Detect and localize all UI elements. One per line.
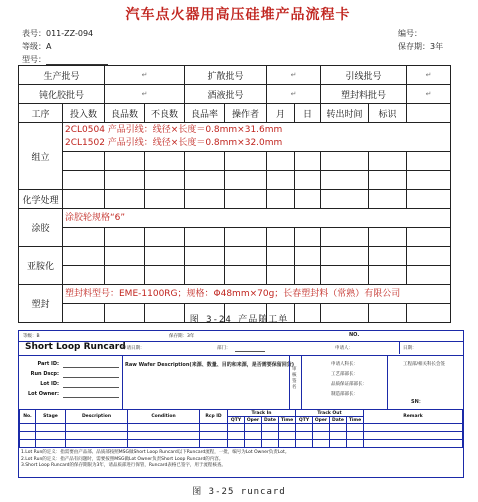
caption-3-25: 图 3-25 runcard [192,487,286,497]
form-number: 表号：011-ZZ-094 [22,29,94,38]
lot-owner-input[interactable] [63,397,119,398]
table-row [20,424,463,432]
run-dscp-input[interactable] [63,377,119,378]
runcard-notes [21,450,461,470]
batch-row-1 [19,66,451,85]
col-in-time: Time [279,417,296,424]
col-track-out: Track Out [296,410,364,417]
col-out-date: Date [330,417,347,424]
col-defect: 不良数 [145,104,185,123]
table-row [19,247,451,266]
col-rcp-id: Rcp ID [200,410,228,424]
molding-spec: 塑封料型号：EME-1100RG；规格：Φ48mm×70g；长春塑封料（常熟）有限公司 [63,285,451,304]
col-in-date: Date [262,417,279,424]
step-assembly: 组立 [19,123,63,190]
production-batch-value[interactable]: ↵ [105,66,185,85]
date-label: 日期： [403,346,417,351]
table-row [19,266,451,285]
runcard-no: NO. [349,332,360,338]
diffusion-batch-value[interactable]: ↵ [267,66,321,85]
approval-side-label: 审核签名 [292,367,297,390]
runcard-header-row [20,410,463,417]
retention-label: 保存期：3年 [398,42,444,51]
note-1: 1.Lot Run的定义：指需要由产品部、品质部按照MSG做Short Loop Runcard以下Runcard流程，一批，编号为Lot Owner负责Lot。 [21,450,290,455]
part-id-label: Part ID: [37,361,59,367]
serial-label: 编号： [398,29,422,38]
passivation-batch-label: 钝化胶批号 [19,85,105,104]
note-2: 2.Lot Run的定义：指产品有问题时，需要按照MSG做Lot Owner负责Short Loop Runcard的内容。 [21,456,224,462]
lot-id-label: Lot ID: [40,381,59,387]
batch-row-2 [19,85,451,104]
special-signoff: 工程部/相关科长会签 [403,362,446,367]
approval-1: 申请人科长： [331,362,358,367]
molding-batch-value[interactable]: ↵ [407,85,451,104]
col-track-in: Track In [228,410,296,417]
col-out-oper: Oper [313,417,330,424]
liquid-batch-value[interactable]: ↵ [267,85,321,104]
col-good: 良品数 [105,104,145,123]
runcard-title-bar [19,341,463,356]
lead-batch-label: 引线批号 [321,66,407,85]
col-no: No. [20,410,36,424]
approval-4: 制造部部长： [331,392,358,397]
runcard-table [19,409,463,448]
runcard-retention: 保存期：3年 [169,334,195,339]
model-label: 型号： [22,54,108,65]
col-month: 月 [267,104,295,123]
col-input: 投入数 [63,104,105,123]
part-id-input[interactable] [63,367,119,368]
grade-label: 等级：A [22,42,52,51]
assembly-spec-row [19,123,451,152]
liquid-batch-label: 酒液批号 [185,85,267,104]
assembly-spec: 2CL0504 产品引线：线径×长度＝0.8mm×31.6mm 2CL1502 产品引线：线径×长度＝0.8mm×32.0mm [63,123,451,152]
col-day: 日 [295,104,321,123]
col-operator: 操作者 [225,104,267,123]
table-row [19,190,451,209]
table-row [19,171,451,190]
production-batch-label: 生产批号 [19,66,105,85]
table-row [20,440,463,448]
run-dscp-label: Run Dscp: [30,371,59,377]
col-condition: Condition [128,410,200,424]
col-transfer-time: 转出时间 [321,104,369,123]
step-imidization: 亚胺化 [19,247,63,285]
col-stage: Stage [36,410,66,424]
dept-label: 部门： [217,346,231,351]
applicant-label: 申请人： [335,346,353,351]
column-header-row [19,104,451,123]
lot-owner-label: Lot Owner: [27,391,59,397]
step-molding: 塑封 [19,285,63,323]
table-row [20,432,463,440]
caption-3-24: 图 3-24 产品随工单 [189,315,289,325]
step-chemical: 化学处理 [19,190,63,209]
col-empty [407,104,451,123]
step-coating: 涂胶 [19,209,63,247]
molding-spec-row [19,285,451,304]
approval-3: 品质保证部部长： [331,382,367,387]
col-in-oper: Oper [245,417,262,424]
col-out-time: Time [347,417,364,424]
lot-id-input[interactable] [63,387,119,388]
col-process: 工序 [19,104,63,123]
coating-spec-row [19,209,451,228]
flow-card-title: 汽车点火器用高压硅堆产品流程卡 [125,7,351,23]
raw-wafer-desc: Raw Wafer Description(来源、数量、目的和来源，是否需要保留回货) [125,362,294,368]
col-in-qty: QTY [228,417,245,424]
diffusion-batch-label: 扩散批号 [185,66,267,85]
sn-label: SN： [411,399,424,405]
molding-batch-label: 塑封料批号 [321,85,407,104]
runcard-title: Short Loop Runcard [25,342,126,352]
col-out-qty: QTY [296,417,313,424]
flow-card-table [18,65,451,323]
short-loop-runcard [18,330,464,478]
col-mark: 标识 [369,104,407,123]
col-remark: Remark [364,410,463,424]
note-3: 3.Short Loop Runcard的保存期限为3年，请品质部进行保管，Runcard表格已签字，用于流程核查。 [21,463,226,468]
table-row [19,152,451,171]
lead-batch-value[interactable]: ↵ [407,66,451,85]
approval-2: 工艺部部长： [331,372,358,377]
table-row [19,228,451,247]
passivation-batch-value[interactable]: ↵ [105,85,185,104]
col-yield: 良品率 [185,104,225,123]
col-description: Description [66,410,128,424]
runcard-grade: 等级：B [23,334,40,339]
apply-date-label: 申请日期： [122,346,145,351]
coating-spec: 涂胶轮规格“6” [63,209,451,228]
product-flow-card [18,4,458,310]
